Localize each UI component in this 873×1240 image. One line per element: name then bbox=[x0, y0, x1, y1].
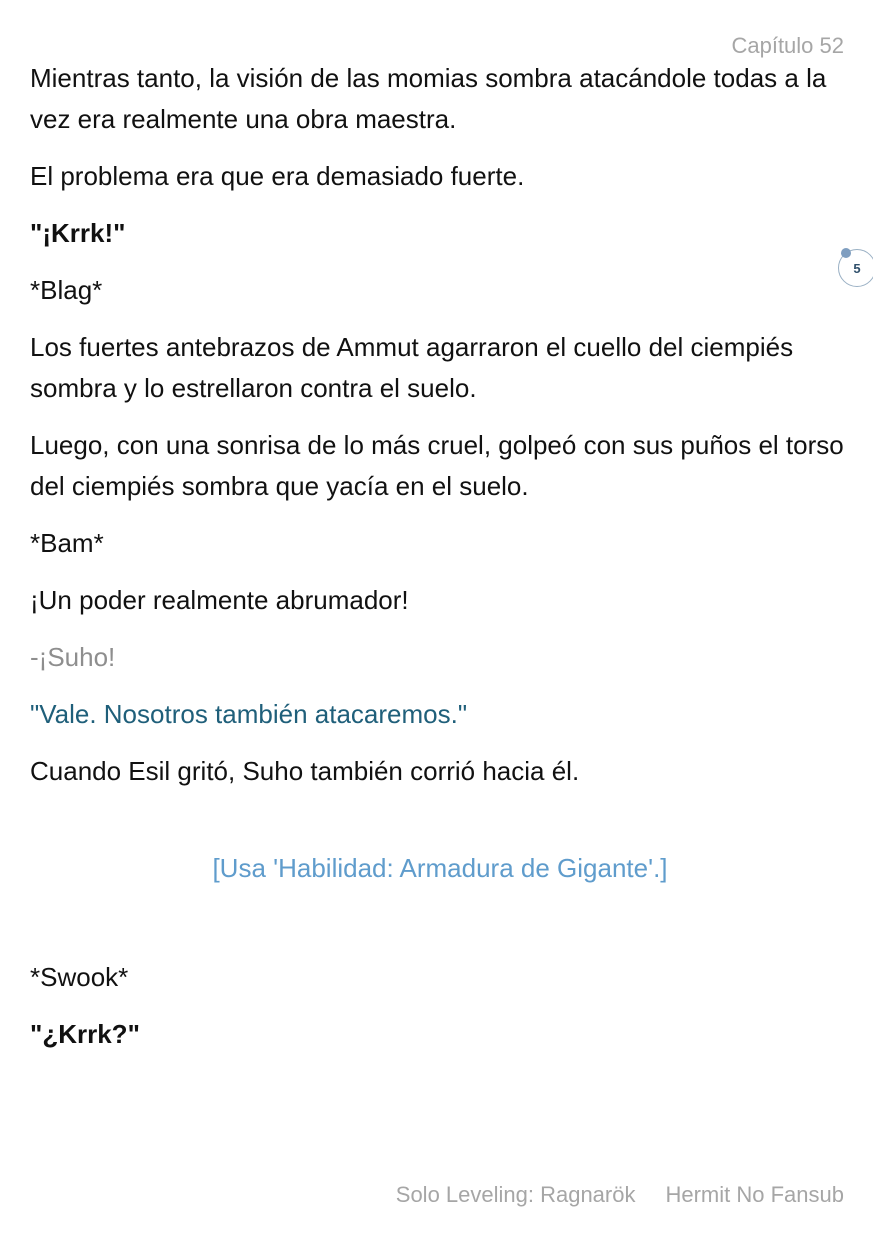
paragraph: ¡Un poder realmente abrumador! bbox=[30, 585, 409, 615]
page-number: 5 bbox=[853, 260, 861, 276]
paragraph: Luego, con una sonrisa de lo más cruel, golpeó con sus puños el torso del ciempiés sombra que yacía en el suelo. bbox=[30, 430, 844, 501]
sound-effect: *Blag* bbox=[30, 275, 103, 305]
dialogue-sound: "¿Krrk?" bbox=[30, 1019, 140, 1049]
dialogue-sound: "¡Krrk!" bbox=[30, 218, 126, 248]
paragraph: El problema era que era demasiado fuerte. bbox=[30, 161, 525, 191]
novel-title: Solo Leveling: Ragnarök bbox=[395, 1182, 636, 1207]
chapter-label: Capítulo 52 bbox=[731, 33, 844, 58]
sound-effect: *Swook* bbox=[30, 962, 129, 992]
chapter-text bbox=[30, 58, 850, 1071]
paragraph: Los fuertes antebrazos de Ammut agarraron el cuello del ciempiés sombra y lo estrellaron contra el suelo. bbox=[30, 332, 794, 403]
sound-effect: *Bam* bbox=[30, 528, 104, 558]
translator-group: Hermit No Fansub bbox=[665, 1182, 844, 1207]
paragraph: Mientras tanto, la visión de las momias sombra atacándole todas a la vez era realmente una obra maestra. bbox=[30, 63, 827, 134]
telepathy-line: -¡Suho! bbox=[30, 642, 116, 672]
paragraph: Cuando Esil gritó, Suho también corrió hacia él. bbox=[30, 756, 580, 786]
badge-dot-icon bbox=[841, 248, 851, 258]
footer bbox=[396, 1182, 844, 1208]
dialogue-line: "Vale. Nosotros también atacaremos." bbox=[30, 699, 468, 729]
system-message: [Usa 'Habilidad: Armadura de Gigante'.] bbox=[212, 853, 668, 883]
